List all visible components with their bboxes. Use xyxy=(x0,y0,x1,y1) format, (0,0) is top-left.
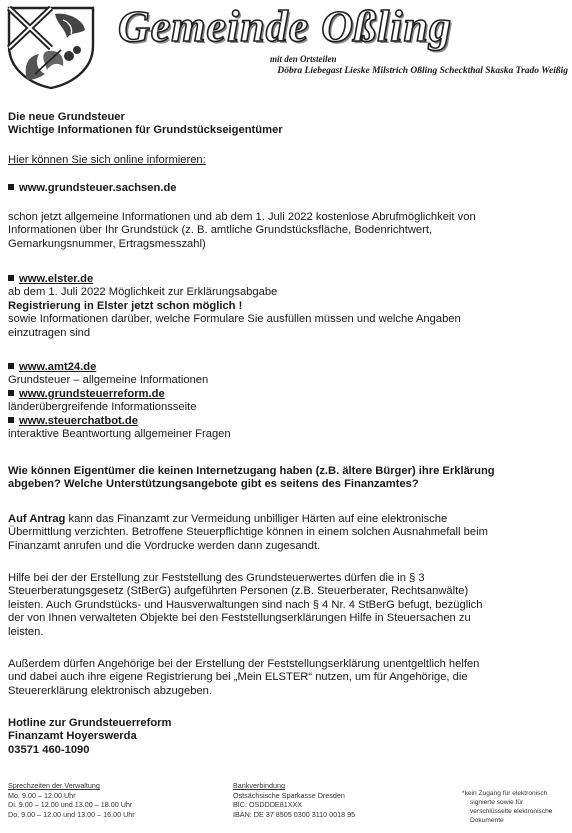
sachsen-description xyxy=(8,211,564,251)
text-line: Hilfe bei der der Erstellung zur Feststellung des Grundsteuerwertes dürfen die in § 3 xyxy=(8,572,425,584)
link-grundsteuer-sachsen-item xyxy=(8,182,564,195)
footnote-line: Dokumente xyxy=(470,817,504,824)
heading-line-1: Die neue Grundsteuer xyxy=(8,111,125,123)
text-line: Steuererklärung elektronisch abzugeben. xyxy=(8,684,212,697)
footnote-line: verschlüsselte elektronische xyxy=(470,808,553,815)
hotline-block xyxy=(8,717,564,757)
online-label: Hier können Sie sich online informieren: xyxy=(8,154,206,166)
link-grundsteuerreform[interactable]: www.grundsteuerreform.de xyxy=(19,387,165,400)
bullet-icon xyxy=(8,417,14,423)
text-span: kann das Finanzamt zur Vermeidung unbilliger Härten auf eine elektronische xyxy=(65,513,448,525)
hilfe-paragraph xyxy=(8,572,564,639)
elster-section xyxy=(8,273,564,340)
link-amt24[interactable]: www.amt24.de xyxy=(19,361,97,373)
text-line: leisten. xyxy=(8,625,44,638)
text-line: Gemarkungsnummer, Ertragsmesszahl) xyxy=(8,237,206,250)
text-line: einzutragen sind xyxy=(8,326,91,339)
text-line: ab dem 1. Juli 2022 Möglichkeit zur Erklärungsabgabe xyxy=(8,286,278,299)
footnote-line: signierte sowie für xyxy=(470,799,524,806)
footnote-line: *kein Zugang für elektronisch xyxy=(462,790,548,797)
text-line: Informationen über Ihr Grundstück (z. B. amtliche Grundstücksfläche, Bodenrichtwert, xyxy=(8,224,433,237)
hours-line: Do. 9.00 – 12.00 und 13.00 – 16.00 Uhr xyxy=(8,809,135,819)
text-line: der von Ihnen verwalteten Objekte bei den Feststellungserklärungen Hilfe in Steuersachen zu xyxy=(8,612,471,625)
text-line: Wie können Eigentümer die keinen Internetzugang haben (z.B. ältere Bürger) ihre Erklärung xyxy=(8,465,495,477)
text-line: Außerdem dürfen Angehörige bei der Erstellung der Feststellungserklärung unentgeltlich helfen xyxy=(8,658,480,670)
footnote xyxy=(462,789,552,825)
bullet-icon xyxy=(8,363,14,369)
text-line: Grundsteuer – allgemeine Informationen xyxy=(8,374,209,387)
text-line: Übermittlung verzichten. Betroffene Steuerpflichtige können in einem solchen Ausnahmefall beim xyxy=(8,526,488,539)
bank-title: Bankverbindung xyxy=(233,781,285,790)
elster-registration-note: Registrierung in Elster jetzt schon möglich ! xyxy=(8,299,243,312)
hotline-phone: 03571 460-1090 xyxy=(8,743,90,756)
text-line: sowie Informationen darüber, welche Formulare Sie ausfüllen müssen und welche Angaben xyxy=(8,313,461,326)
header-subtitle: mit den Ortsteilen xyxy=(270,54,337,64)
bank-line: IBAN: DE 37 8505 0300 3110 0018 95 xyxy=(233,809,356,819)
header-villages: Döbra Liebegast Lieske Milstrich Oßling Scheckthal Skaska Trado Weißig xyxy=(277,66,568,76)
link-steuerchatbot[interactable]: www.steuerchatbot.de xyxy=(19,414,138,427)
link-elster[interactable]: www.elster.de xyxy=(19,273,94,285)
hotline-title: Hotline zur Grundsteuerreform xyxy=(8,717,172,729)
bullet-icon xyxy=(8,275,14,281)
bank-line: Ostsächsische Sparkasse Dresden xyxy=(233,790,345,800)
text-line: und dabei auch ihre eigene Registrierung bei „Mein ELSTER“ nutzen, um für Angehörige, die xyxy=(8,671,468,684)
office-hours xyxy=(8,781,135,819)
office-hours-title: Sprechzeiten der Verwaltung xyxy=(8,781,100,790)
angehoerige-paragraph xyxy=(8,658,564,698)
page-title: Gemeinde Oßling xyxy=(118,2,452,51)
text-line: interaktive Beantwortung allgemeiner Fragen xyxy=(8,428,231,441)
hours-line: Mo. 9.00 – 12.00 Uhr xyxy=(8,790,76,800)
link-grundsteuer-sachsen[interactable]: www.grundsteuer.sachsen.de xyxy=(19,182,177,194)
hotline-office: Finanzamt Hoyerswerda xyxy=(8,730,137,743)
antrag-bold: Auf Antrag xyxy=(8,513,66,525)
text-line: Finanzamt anrufen und die Vordrucke werden dann zugesandt. xyxy=(8,539,321,552)
intro-heading xyxy=(8,111,564,138)
text-line: schon jetzt allgemeine Informationen und ab dem 1. Juli 2022 kostenlose Abrufmöglichkeit von xyxy=(8,211,476,223)
bank-line: BIC: OSDDDE81XXX xyxy=(233,800,303,810)
text-line: abgeben? Welche Unterstützungsangebote gibt es seitens des Finanzamtes? xyxy=(8,478,419,491)
text-line: länderübergreifende Informationsseite xyxy=(8,401,197,414)
bullet-icon xyxy=(8,390,14,396)
more-links-section xyxy=(8,361,564,441)
hours-line: Di. 9.00 – 12.00 und 13.00 – 18.00 Uhr xyxy=(8,800,133,810)
coat-of-arms-icon xyxy=(5,4,97,90)
bank-details xyxy=(233,781,355,819)
antrag-paragraph xyxy=(8,513,564,553)
bullet-icon xyxy=(8,184,14,190)
heading-line-2: Wichtige Informationen für Grundstückseigentümer xyxy=(8,124,283,137)
text-line: leisten. Auch Grundstücks- und Hausverwaltungen sind nach § 4 Nr. 4 StBerG befugt, bezüglich xyxy=(8,598,483,611)
text-line: Steuerberatungsgesetz (StBerG) aufgeführten Personen (z.B. Steuerberater, Rechtsanwälte) xyxy=(8,585,469,598)
question-heading xyxy=(8,465,564,492)
